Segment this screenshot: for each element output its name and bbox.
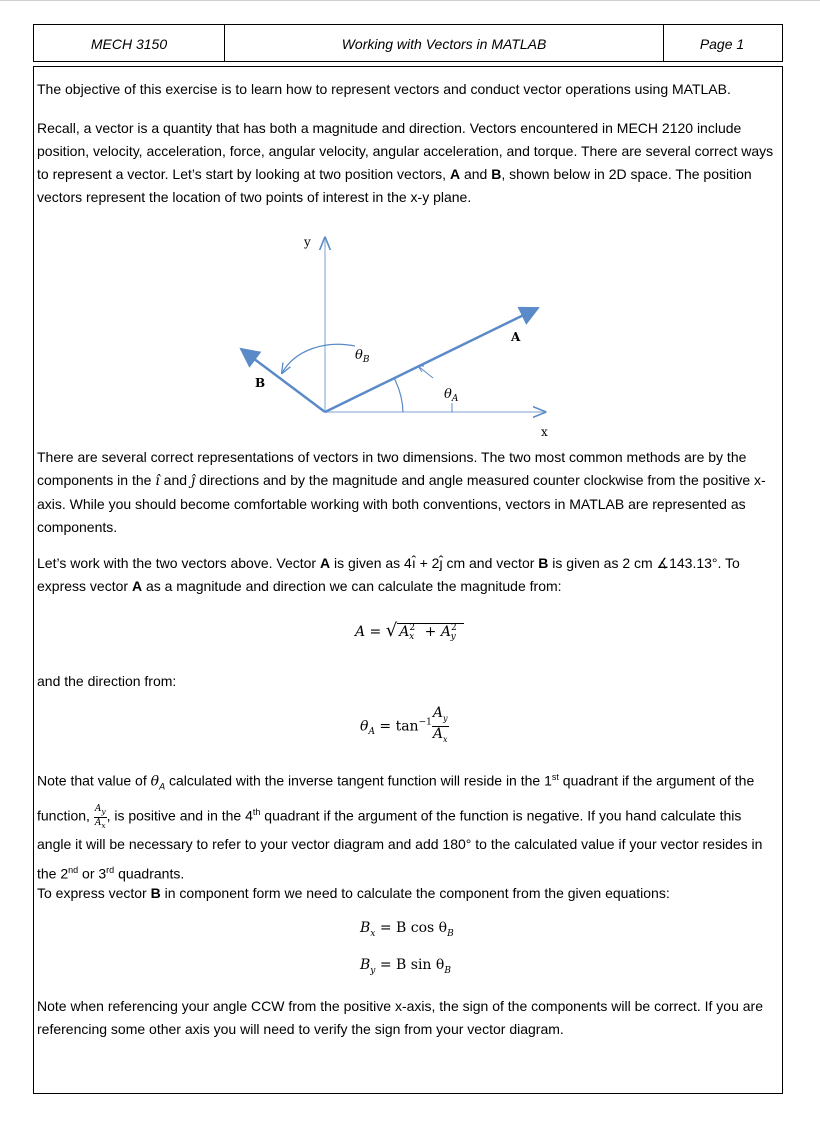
- theta-equation: $\theta_A = \tan^{-1}$ $\frac{A_y}{A_x}$: [360, 705, 448, 744]
- theta-a-label: $\theta_A$: [444, 387, 459, 404]
- vector-b-arrow: [241, 349, 325, 412]
- page-top-rule: [0, 0, 820, 1]
- inverse-tangent-note: Note that value of $\theta_A$ calculated with the inverse tangent function will reside in the 1st quadrant if the argument of the function, $\frac{A_y}{A_x}$ , is positive and in the 4th quadrant if the argument of the function is negative. If you hand calculate this angle it will be necessary to refer to your vector diagram and add 180° to the calculated value if your vector resides in the 2nd or 3rd quadrants.: [37, 772, 763, 882]
- theta-a-pointer: [418, 366, 433, 378]
- by-equation: $B_y = B$ $\sin \theta_B$: [360, 957, 451, 976]
- page-header: [33, 24, 783, 62]
- sign-note-paragraph: Note when referencing your angle CCW from the positive x-axis, the sign of the components will be correct. If you are referencing some other axis you will need to verify the sign from your vector diagram.: [37, 998, 764, 1037]
- theta-b-label: $\theta_B$: [355, 348, 370, 365]
- recall-paragraph: Recall, a vector is a quantity that has both a magnitude and direction. Vectors encountered in MECH 2120 include position, velocity, acceleration, force, angular velocity, angular acceleration, and torque. There are several correct ways to represent a vector. Let’s start by looking at two position vectors, A and B, shown below in 2D space. The position vectors represent the location of two points of interest in the x-y plane.: [37, 120, 774, 205]
- vector-b-label: B: [255, 376, 266, 390]
- page-number: Page 1: [699, 36, 745, 52]
- vector-diagram: [230, 228, 560, 443]
- theta-a-arc: [394, 378, 403, 412]
- course-code: MECH 3150: [90, 36, 168, 52]
- bx-equation: $B_x = B$ $\cos \theta_B$: [360, 920, 454, 939]
- direction-text: and the direction from:: [37, 673, 177, 689]
- document-title: Working with Vectors in MATLAB: [224, 25, 664, 61]
- express-b-paragraph: To express vector B in component form we need to calculate the component from the given equations:: [37, 885, 670, 901]
- theta-b-arc: [282, 344, 355, 373]
- vector-a-label: A: [511, 330, 521, 344]
- work-paragraph: Let’s work with the two vectors above. Vector A is given as 4ı̂ + 2ȷ̂ cm and vector B is given as 2 cm ∡143.13°. To express vector A as a magnitude and direction we can calculate the magnitude from:: [37, 555, 740, 594]
- objective-paragraph: The objective of this exercise is to learn how to represent vectors and conduct vector operations using MATLAB.: [37, 81, 731, 97]
- x-axis-label: x: [541, 425, 548, 439]
- magnitude-equation: A = √ A2x + A2y: [355, 620, 464, 641]
- y-axis-label: y: [304, 235, 311, 249]
- representations-paragraph: There are several correct representations of vectors in two dimensions. The two most common methods are by the components in the ı̂ and ȷ̂ directions and by the magnitude and angle measured counter clockwise from the positive x-axis. While you should become comfortable working with both conventions, vectors in MATLAB are represented as components.: [37, 449, 766, 535]
